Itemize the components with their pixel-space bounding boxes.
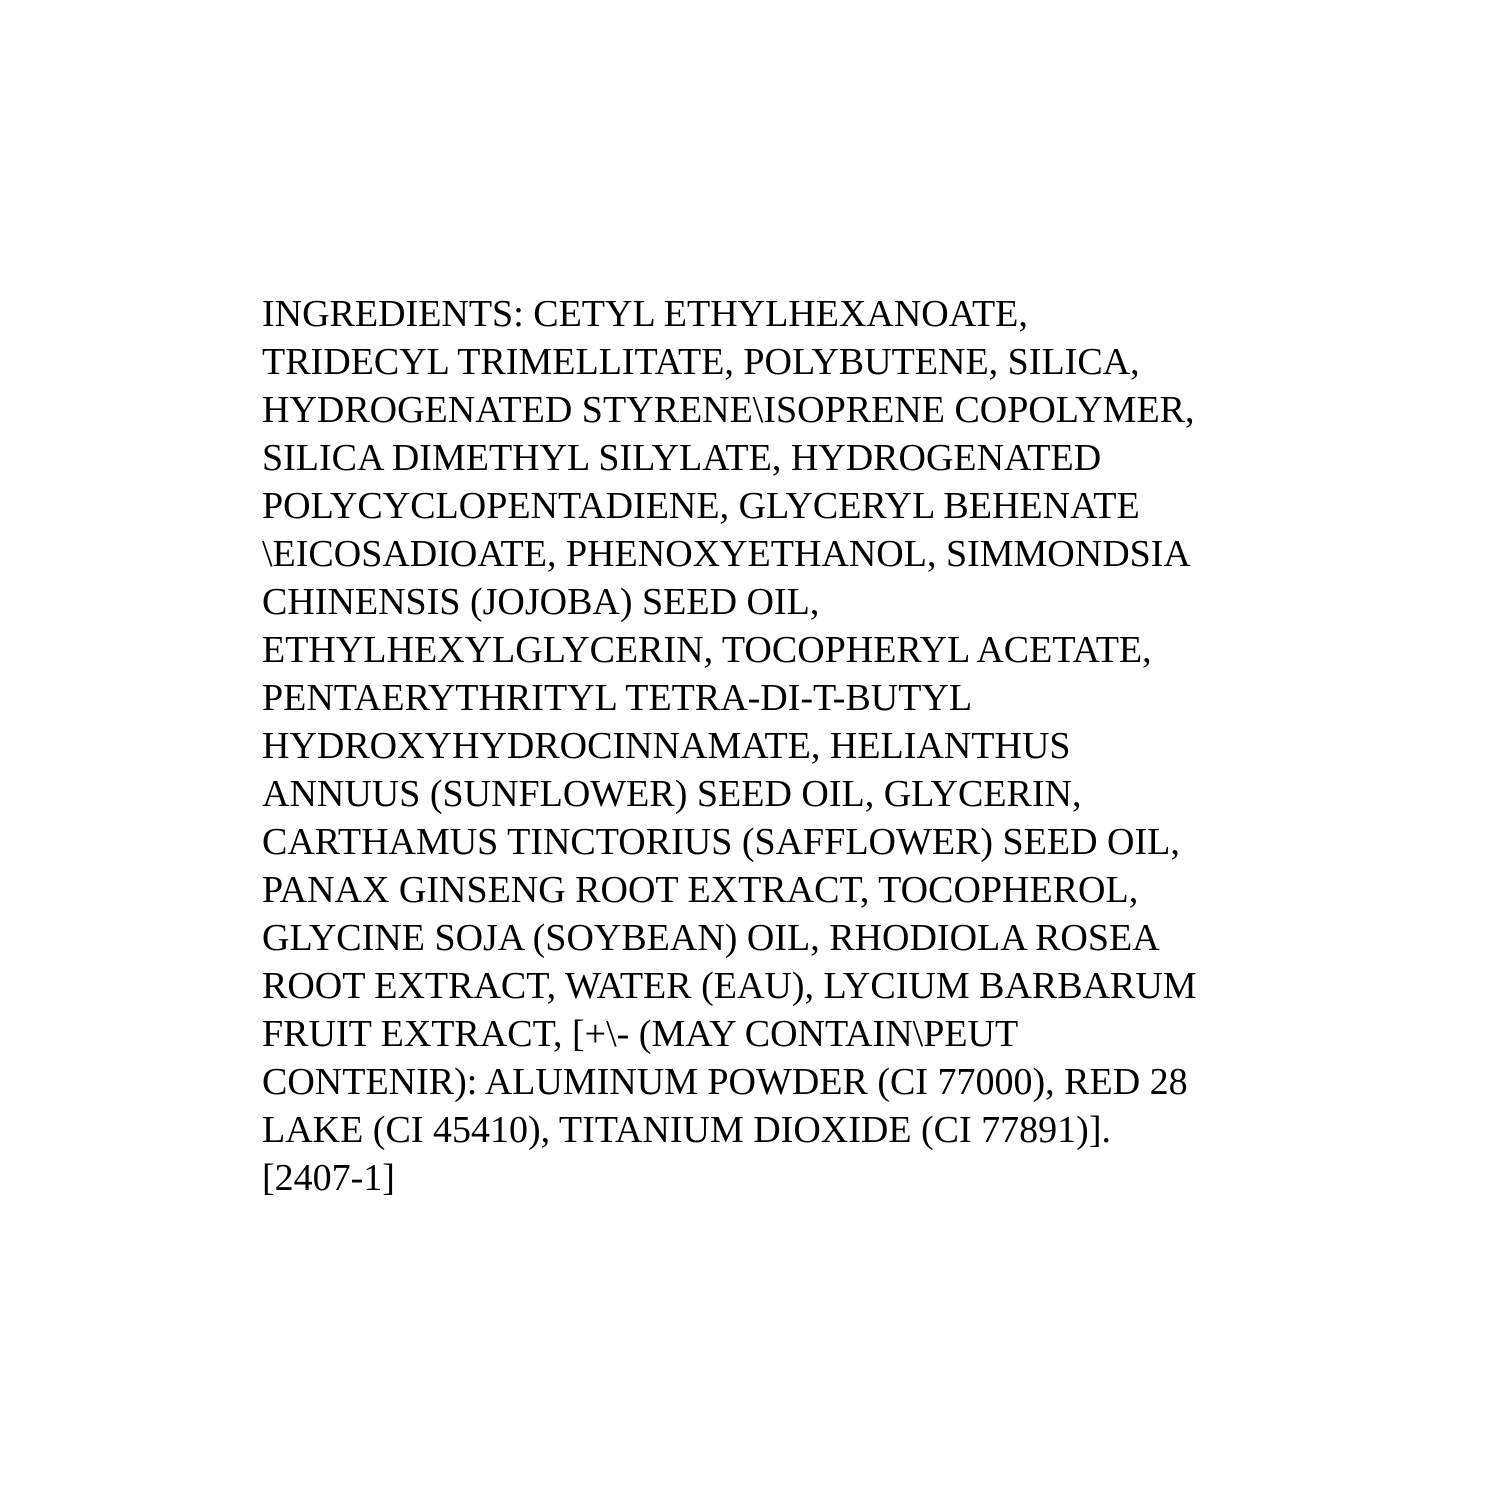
- ingredients-line: HYDROXYHYDROCINNAMATE, HELIANTHUS: [262, 725, 1071, 767]
- ingredients-line: CONTENIR): ALUMINUM POWDER (CI 77000), RED 28: [262, 1061, 1188, 1103]
- ingredients-line: \EICOSADIOATE, PHENOXYETHANOL, SIMMONDSIA: [262, 533, 1191, 575]
- batch-code: [2407-1]: [262, 1157, 395, 1199]
- ingredients-line: GLYCINE SOJA (SOYBEAN) OIL, RHODIOLA ROSEA: [262, 917, 1160, 959]
- ingredients-line: TRIDECYL TRIMELLITATE, POLYBUTENE, SILICA,: [262, 341, 1140, 383]
- ingredients-line: PANAX GINSENG ROOT EXTRACT, TOCOPHEROL,: [262, 869, 1139, 911]
- ingredients-line: INGREDIENTS: CETYL ETHYLHEXANOATE,: [262, 293, 1028, 335]
- ingredients-line: ETHYLHEXYLGLYCERIN, TOCOPHERYL ACETATE,: [262, 629, 1152, 671]
- ingredients-line: HYDROGENATED STYRENE\ISOPRENE COPOLYMER,: [262, 389, 1195, 431]
- ingredients-line: POLYCYCLOPENTADIENE, GLYCERYL BEHENATE: [262, 485, 1140, 527]
- ingredients-line: CARTHAMUS TINCTORIUS (SAFFLOWER) SEED OIL,: [262, 821, 1180, 863]
- ingredients-line: LAKE (CI 45410), TITANIUM DIOXIDE (CI 77891)].: [262, 1109, 1111, 1151]
- ingredients-line: ANNUUS (SUNFLOWER) SEED OIL, GLYCERIN,: [262, 773, 1082, 815]
- ingredients-line: FRUIT EXTRACT, [+\- (MAY CONTAIN\PEUT: [262, 1013, 1019, 1055]
- ingredients-line: SILICA DIMETHYL SILYLATE, HYDROGENATED: [262, 437, 1102, 479]
- ingredients-line: CHINENSIS (JOJOBA) SEED OIL,: [262, 581, 820, 623]
- ingredients-line: PENTAERYTHRITYL TETRA-DI-T-BUTYL: [262, 677, 973, 719]
- ingredients-text-block: [262, 290, 1462, 1202]
- ingredients-line: ROOT EXTRACT, WATER (EAU), LYCIUM BARBARUM: [262, 965, 1197, 1007]
